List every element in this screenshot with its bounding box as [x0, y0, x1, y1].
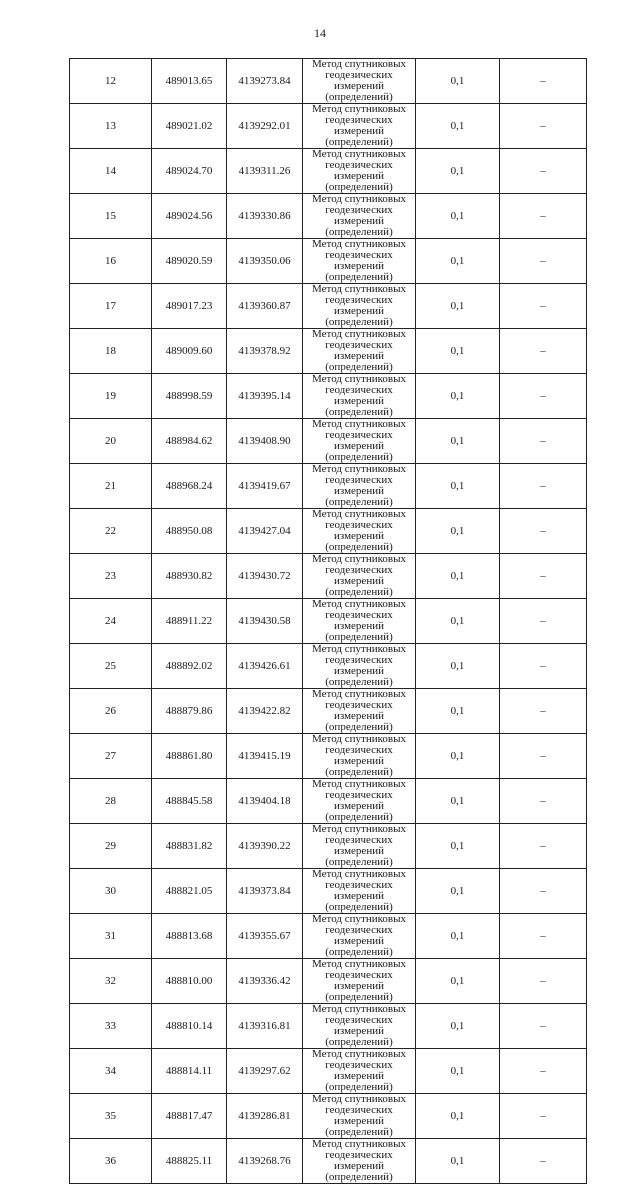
note-cell: – [500, 59, 587, 104]
table-row [70, 329, 587, 374]
coord-x-cell: 488814.11 [152, 1049, 227, 1094]
coord-x-cell: 488810.00 [152, 959, 227, 1004]
coord-y-cell: 4139330.86 [227, 194, 303, 239]
coord-y-cell: 4139378.92 [227, 329, 303, 374]
note-cell: – [500, 734, 587, 779]
method-line: (определений) [325, 271, 393, 283]
method-line: (определений) [325, 1081, 393, 1093]
table-row [70, 59, 587, 104]
coord-x-cell: 489013.65 [152, 59, 227, 104]
method-cell [303, 554, 416, 599]
method-cell [303, 1094, 416, 1139]
method-line: (определений) [325, 811, 393, 823]
point-number-cell: 12 [70, 59, 152, 104]
method-line: геодезических измерений [325, 114, 393, 137]
note-cell: – [500, 419, 587, 464]
note-cell: – [500, 104, 587, 149]
method-line: геодезических измерений [325, 249, 393, 272]
note-cell: – [500, 374, 587, 419]
note-cell: – [500, 869, 587, 914]
method-line: геодезических измерений [325, 1149, 393, 1172]
method-line: геодезических измерений [325, 924, 393, 947]
table-row [70, 149, 587, 194]
point-number-cell: 19 [70, 374, 152, 419]
accuracy-cell: 0,1 [416, 419, 500, 464]
method-cell [303, 689, 416, 734]
point-number-cell: 18 [70, 329, 152, 374]
point-number-cell: 24 [70, 599, 152, 644]
method-cell [303, 599, 416, 644]
point-number-cell: 16 [70, 239, 152, 284]
method-cell [303, 59, 416, 104]
point-number-cell: 32 [70, 959, 152, 1004]
coord-y-cell: 4139336.42 [227, 959, 303, 1004]
method-line: геодезических измерений [325, 699, 393, 722]
accuracy-cell: 0,1 [416, 644, 500, 689]
accuracy-cell: 0,1 [416, 689, 500, 734]
method-line: геодезических измерений [325, 204, 393, 227]
accuracy-cell: 0,1 [416, 734, 500, 779]
point-number-cell: 21 [70, 464, 152, 509]
coord-y-cell: 4139404.18 [227, 779, 303, 824]
point-number-cell: 33 [70, 1004, 152, 1049]
coord-x-cell: 488998.59 [152, 374, 227, 419]
coord-y-cell: 4139430.58 [227, 599, 303, 644]
method-cell [303, 734, 416, 779]
coord-y-cell: 4139297.62 [227, 1049, 303, 1094]
accuracy-cell: 0,1 [416, 1004, 500, 1049]
method-line: (определений) [325, 316, 393, 328]
coord-y-cell: 4139408.90 [227, 419, 303, 464]
method-line: геодезических измерений [325, 339, 393, 362]
coord-x-cell: 488861.80 [152, 734, 227, 779]
method-line: геодезических измерений [325, 1059, 393, 1082]
accuracy-cell: 0,1 [416, 329, 500, 374]
method-cell [303, 1049, 416, 1094]
accuracy-cell: 0,1 [416, 1049, 500, 1094]
accuracy-cell: 0,1 [416, 959, 500, 1004]
method-cell [303, 509, 416, 554]
method-line: Метод спутниковых [312, 148, 406, 160]
method-line: геодезических измерений [325, 834, 393, 857]
table-row [70, 284, 587, 329]
point-number-cell: 20 [70, 419, 152, 464]
accuracy-cell: 0,1 [416, 509, 500, 554]
method-line: (определений) [325, 1126, 393, 1138]
table-row [70, 869, 587, 914]
accuracy-cell: 0,1 [416, 59, 500, 104]
method-line: Метод спутниковых [312, 508, 406, 520]
coord-x-cell: 488831.82 [152, 824, 227, 869]
coord-x-cell: 488817.47 [152, 1094, 227, 1139]
table-row [70, 1139, 587, 1184]
coord-y-cell: 4139268.76 [227, 1139, 303, 1184]
method-line: (определений) [325, 586, 393, 598]
coord-x-cell: 488810.14 [152, 1004, 227, 1049]
coord-y-cell: 4139395.14 [227, 374, 303, 419]
method-line: геодезических измерений [325, 1014, 393, 1037]
method-line: Метод спутниковых [312, 1048, 406, 1060]
note-cell: – [500, 1139, 587, 1184]
coord-x-cell: 489020.59 [152, 239, 227, 284]
table-row [70, 419, 587, 464]
table-row [70, 104, 587, 149]
method-line: геодезических измерений [325, 789, 393, 812]
point-number-cell: 14 [70, 149, 152, 194]
method-line: геодезических измерений [325, 474, 393, 497]
method-line: Метод спутниковых [312, 283, 406, 295]
coord-x-cell: 488930.82 [152, 554, 227, 599]
method-line: (определений) [325, 496, 393, 508]
method-line: Метод спутниковых [312, 778, 406, 790]
method-line: (определений) [325, 1036, 393, 1048]
accuracy-cell: 0,1 [416, 149, 500, 194]
method-line: геодезических измерений [325, 744, 393, 767]
method-line: Метод спутниковых [312, 958, 406, 970]
method-line: (определений) [325, 136, 393, 148]
note-cell: – [500, 1004, 587, 1049]
method-line: (определений) [325, 541, 393, 553]
accuracy-cell: 0,1 [416, 374, 500, 419]
coord-y-cell: 4139426.61 [227, 644, 303, 689]
method-line: (определений) [325, 946, 393, 958]
accuracy-cell: 0,1 [416, 824, 500, 869]
method-line: (определений) [325, 766, 393, 778]
method-line: Метод спутниковых [312, 643, 406, 655]
method-line: геодезических измерений [325, 69, 393, 92]
point-number-cell: 34 [70, 1049, 152, 1094]
note-cell: – [500, 824, 587, 869]
accuracy-cell: 0,1 [416, 554, 500, 599]
method-line: геодезических измерений [325, 609, 393, 632]
note-cell: – [500, 464, 587, 509]
note-cell: – [500, 554, 587, 599]
point-number-cell: 29 [70, 824, 152, 869]
table-row [70, 1049, 587, 1094]
method-line: (определений) [325, 451, 393, 463]
note-cell: – [500, 284, 587, 329]
method-cell [303, 194, 416, 239]
method-line: (определений) [325, 1171, 393, 1183]
note-cell: – [500, 959, 587, 1004]
coord-x-cell: 489024.70 [152, 149, 227, 194]
point-number-cell: 17 [70, 284, 152, 329]
method-line: геодезических измерений [325, 384, 393, 407]
method-line: Метод спутниковых [312, 238, 406, 250]
point-number-cell: 26 [70, 689, 152, 734]
table-row [70, 779, 587, 824]
table-row [70, 914, 587, 959]
coord-y-cell: 4139427.04 [227, 509, 303, 554]
table-row [70, 689, 587, 734]
method-line: Метод спутниковых [312, 1138, 406, 1150]
point-number-cell: 30 [70, 869, 152, 914]
table-row [70, 599, 587, 644]
method-line: Метод спутниковых [312, 193, 406, 205]
coord-y-cell: 4139292.01 [227, 104, 303, 149]
method-cell [303, 779, 416, 824]
table-row [70, 959, 587, 1004]
note-cell: – [500, 599, 587, 644]
table-row [70, 734, 587, 779]
method-line: (определений) [325, 856, 393, 868]
method-cell [303, 149, 416, 194]
coord-x-cell: 488879.86 [152, 689, 227, 734]
method-line: (определений) [325, 361, 393, 373]
table-row [70, 824, 587, 869]
method-line: (определений) [325, 181, 393, 193]
method-line: геодезических измерений [325, 654, 393, 677]
coord-y-cell: 4139350.06 [227, 239, 303, 284]
note-cell: – [500, 644, 587, 689]
coord-y-cell: 4139419.67 [227, 464, 303, 509]
method-cell [303, 329, 416, 374]
method-line: (определений) [325, 676, 393, 688]
method-line: Метод спутниковых [312, 103, 406, 115]
method-cell [303, 464, 416, 509]
method-line: Метод спутниковых [312, 823, 406, 835]
point-number-cell: 35 [70, 1094, 152, 1139]
table-row [70, 374, 587, 419]
method-cell [303, 419, 416, 464]
method-cell [303, 914, 416, 959]
method-line: геодезических измерений [325, 429, 393, 452]
table-row [70, 1004, 587, 1049]
method-line: Метод спутниковых [312, 463, 406, 475]
method-line: (определений) [325, 991, 393, 1003]
point-number-cell: 15 [70, 194, 152, 239]
coord-x-cell: 489021.02 [152, 104, 227, 149]
method-line: Метод спутниковых [312, 418, 406, 430]
method-line: (определений) [325, 406, 393, 418]
method-line: геодезических измерений [325, 519, 393, 542]
coord-x-cell: 488813.68 [152, 914, 227, 959]
coord-x-cell: 488984.62 [152, 419, 227, 464]
method-cell [303, 1004, 416, 1049]
accuracy-cell: 0,1 [416, 194, 500, 239]
coord-x-cell: 488950.08 [152, 509, 227, 554]
point-number-cell: 13 [70, 104, 152, 149]
point-number-cell: 22 [70, 509, 152, 554]
method-line: (определений) [325, 226, 393, 238]
method-line: Метод спутниковых [312, 1003, 406, 1015]
coord-x-cell: 489009.60 [152, 329, 227, 374]
method-line: геодезических измерений [325, 969, 393, 992]
method-line: (определений) [325, 91, 393, 103]
coord-x-cell: 488825.11 [152, 1139, 227, 1184]
method-line: геодезических измерений [325, 564, 393, 587]
note-cell: – [500, 239, 587, 284]
coord-x-cell: 488845.58 [152, 779, 227, 824]
note-cell: – [500, 689, 587, 734]
point-number-cell: 36 [70, 1139, 152, 1184]
coord-y-cell: 4139373.84 [227, 869, 303, 914]
coord-y-cell: 4139430.72 [227, 554, 303, 599]
accuracy-cell: 0,1 [416, 464, 500, 509]
method-cell [303, 374, 416, 419]
method-cell [303, 644, 416, 689]
method-line: Метод спутниковых [312, 373, 406, 385]
coord-y-cell: 4139311.26 [227, 149, 303, 194]
accuracy-cell: 0,1 [416, 284, 500, 329]
coord-y-cell: 4139360.87 [227, 284, 303, 329]
method-line: (определений) [325, 631, 393, 643]
coord-y-cell: 4139273.84 [227, 59, 303, 104]
page-number: 14 [314, 26, 326, 40]
method-cell [303, 1139, 416, 1184]
method-line: геодезических измерений [325, 879, 393, 902]
method-cell [303, 104, 416, 149]
method-cell [303, 284, 416, 329]
coord-x-cell: 488892.02 [152, 644, 227, 689]
point-number-cell: 28 [70, 779, 152, 824]
note-cell: – [500, 779, 587, 824]
point-number-cell: 25 [70, 644, 152, 689]
method-line: Метод спутниковых [312, 328, 406, 340]
coordinates-table-body [70, 59, 587, 1184]
method-line: Метод спутниковых [312, 733, 406, 745]
note-cell: – [500, 509, 587, 554]
table-row [70, 239, 587, 284]
table-row [70, 1094, 587, 1139]
coord-x-cell: 488821.05 [152, 869, 227, 914]
coord-x-cell: 488968.24 [152, 464, 227, 509]
method-cell [303, 869, 416, 914]
note-cell: – [500, 1094, 587, 1139]
note-cell: – [500, 914, 587, 959]
coord-y-cell: 4139286.81 [227, 1094, 303, 1139]
method-cell [303, 239, 416, 284]
note-cell: – [500, 1049, 587, 1094]
coord-x-cell: 489017.23 [152, 284, 227, 329]
method-line: Метод спутниковых [312, 598, 406, 610]
method-line: Метод спутниковых [312, 1093, 406, 1105]
method-line: (определений) [325, 721, 393, 733]
method-line: Метод спутниковых [312, 688, 406, 700]
method-line: геодезических измерений [325, 159, 393, 182]
accuracy-cell: 0,1 [416, 1139, 500, 1184]
table-row [70, 644, 587, 689]
method-line: Метод спутниковых [312, 58, 406, 70]
coord-y-cell: 4139390.22 [227, 824, 303, 869]
accuracy-cell: 0,1 [416, 104, 500, 149]
accuracy-cell: 0,1 [416, 869, 500, 914]
accuracy-cell: 0,1 [416, 779, 500, 824]
table-row [70, 464, 587, 509]
table-row [70, 554, 587, 599]
note-cell: – [500, 194, 587, 239]
method-line: Метод спутниковых [312, 913, 406, 925]
coord-x-cell: 489024.56 [152, 194, 227, 239]
accuracy-cell: 0,1 [416, 914, 500, 959]
method-cell [303, 959, 416, 1004]
method-line: Метод спутниковых [312, 553, 406, 565]
point-number-cell: 27 [70, 734, 152, 779]
coord-x-cell: 488911.22 [152, 599, 227, 644]
coord-y-cell: 4139316.81 [227, 1004, 303, 1049]
method-line: (определений) [325, 901, 393, 913]
coord-y-cell: 4139422.82 [227, 689, 303, 734]
coord-y-cell: 4139415.19 [227, 734, 303, 779]
method-line: геодезических измерений [325, 294, 393, 317]
table-row [70, 509, 587, 554]
point-number-cell: 31 [70, 914, 152, 959]
accuracy-cell: 0,1 [416, 239, 500, 284]
note-cell: – [500, 149, 587, 194]
table-row [70, 194, 587, 239]
method-line: Метод спутниковых [312, 868, 406, 880]
method-line: геодезических измерений [325, 1104, 393, 1127]
accuracy-cell: 0,1 [416, 599, 500, 644]
coordinates-table [69, 58, 587, 1184]
accuracy-cell: 0,1 [416, 1094, 500, 1139]
method-cell [303, 824, 416, 869]
note-cell: – [500, 329, 587, 374]
point-number-cell: 23 [70, 554, 152, 599]
coord-y-cell: 4139355.67 [227, 914, 303, 959]
